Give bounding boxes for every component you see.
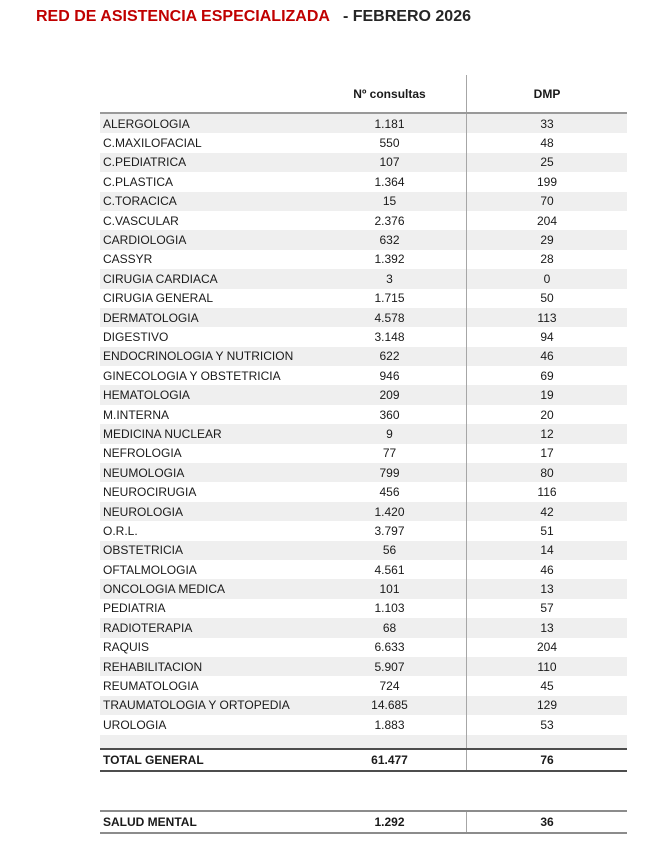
table-row [100, 618, 627, 637]
header-specialty-cell [100, 75, 313, 112]
table-row [100, 502, 627, 521]
table-row [100, 463, 627, 482]
consultas-value: 4.578 [313, 308, 467, 327]
specialty-name: OBSTETRICIA [103, 543, 184, 558]
dmp-value: 20 [540, 407, 554, 422]
consultas-value: 1.364 [313, 172, 467, 191]
dmp-value: 13 [540, 620, 554, 635]
table-row [100, 211, 627, 230]
specialty-name: GINECOLOGIA Y OBSTETRICIA [103, 368, 281, 383]
table-body [100, 114, 627, 735]
dmp-value: 204 [536, 640, 558, 655]
consultas-value: 724 [313, 676, 467, 695]
consultas-value: 2.376 [313, 211, 467, 230]
specialty-name: M.INTERNA [103, 407, 169, 422]
consultas-value: 15 [313, 192, 467, 211]
total-dmp-value: 76 [540, 752, 554, 767]
specialty-name: O.R.L. [103, 523, 138, 538]
consultas-value: 107 [313, 153, 467, 172]
specialty-name: OFTALMOLOGIA [103, 562, 197, 577]
dmp-value: 28 [540, 252, 554, 267]
table-row [100, 541, 627, 560]
specialty-name: C.PEDIATRICA [103, 155, 187, 170]
consultas-value: 360 [313, 405, 467, 424]
table-row [100, 133, 627, 152]
consultas-value: 4.561 [313, 560, 467, 579]
consultas-value: 14.685 [313, 696, 467, 715]
consultas-value: 946 [313, 366, 467, 385]
table-row [100, 385, 627, 404]
dmp-value: 110 [537, 659, 557, 674]
table-row [100, 676, 627, 695]
table-row [100, 269, 627, 288]
dmp-value: 129 [536, 698, 558, 713]
dmp-value: 204 [536, 213, 558, 228]
salud-mental-consultas-value: 1.292 [313, 812, 467, 832]
consultas-value: 5.907 [313, 657, 467, 676]
consultas-value: 68 [313, 618, 467, 637]
table-row [100, 638, 627, 657]
table-row [100, 114, 627, 133]
specialty-name: RADIOTERAPIA [103, 620, 193, 635]
salud-mental-dmp-value: 36 [540, 814, 554, 829]
consultas-value: 209 [313, 385, 467, 404]
specialty-name: NEUROCIRUGIA [103, 485, 197, 500]
dmp-value: 94 [540, 329, 554, 344]
table-row [100, 405, 627, 424]
dmp-value: 199 [536, 174, 558, 189]
table-row [100, 715, 627, 734]
specialty-name: ONCOLOGIA MEDICA [103, 582, 226, 597]
specialty-name: REUMATOLOGIA [103, 679, 199, 694]
table-row [100, 172, 627, 191]
specialty-name: C.TORACICA [103, 194, 177, 209]
specialty-name: TRAUMATOLOGIA Y ORTOPEDIA [103, 698, 290, 713]
dmp-value: 69 [540, 368, 554, 383]
dmp-value: 29 [540, 233, 554, 248]
spacer-cell [467, 735, 627, 748]
spacer-row [100, 735, 627, 748]
consultas-value: 9 [313, 424, 467, 443]
dmp-value: 12 [540, 426, 554, 441]
table-row [100, 424, 627, 443]
total-general-row [100, 748, 627, 772]
specialty-name: C.MAXILOFACIAL [103, 136, 202, 151]
dmp-value: 17 [540, 446, 554, 461]
dmp-value: 50 [540, 291, 554, 306]
dmp-value: 46 [540, 349, 554, 364]
consultas-value: 3 [313, 269, 467, 288]
dmp-value: 46 [540, 562, 554, 577]
dmp-value: 13 [540, 582, 554, 597]
specialty-name: UROLOGIA [103, 717, 167, 732]
salud-mental-row [100, 810, 627, 834]
specialty-name: CIRUGIA GENERAL [103, 291, 214, 306]
specialty-name: CASSYR [103, 252, 153, 267]
table-row [100, 560, 627, 579]
dmp-value: 0 [543, 271, 551, 286]
dmp-value: 14 [540, 543, 554, 558]
consultas-value: 1.103 [313, 599, 467, 618]
specialty-name: PEDIATRIA [103, 601, 166, 616]
table-row [100, 444, 627, 463]
report-title-text: RED DE ASISTENCIA ESPECIALIZADA [36, 8, 330, 25]
consultas-value: 1.420 [313, 502, 467, 521]
table-row [100, 347, 627, 366]
consultas-value: 56 [313, 541, 467, 560]
spacer-cell [313, 735, 467, 748]
consultas-value: 3.148 [313, 327, 467, 346]
consultas-value: 1.883 [313, 715, 467, 734]
dmp-value: 53 [540, 717, 554, 732]
consultas-value: 1.715 [313, 289, 467, 308]
specialty-name: NEUROLOGIA [103, 504, 184, 519]
table-row [100, 250, 627, 269]
consultas-value: 6.633 [313, 638, 467, 657]
specialty-name: ALERGOLOGIA [103, 116, 190, 131]
table-row [100, 192, 627, 211]
dmp-value: 57 [540, 601, 554, 616]
specialty-name: ENDOCRINOLOGIA Y NUTRICION [103, 349, 294, 364]
dmp-value: 48 [540, 136, 554, 151]
dmp-value: 42 [540, 504, 554, 519]
dmp-value: 113 [537, 310, 557, 325]
table-row [100, 230, 627, 249]
consultas-value: 550 [313, 133, 467, 152]
section-gap [100, 772, 627, 810]
specialty-name: REHABILITACION [103, 659, 203, 674]
table-row [100, 579, 627, 598]
table-row [100, 289, 627, 308]
consultas-value: 101 [313, 579, 467, 598]
table-row [100, 308, 627, 327]
salud-mental-label: SALUD MENTAL [103, 814, 197, 829]
specialty-name: DERMATOLOGIA [103, 310, 199, 325]
consultas-value: 456 [313, 482, 467, 501]
table-row [100, 366, 627, 385]
table-row [100, 482, 627, 501]
dmp-value: 70 [540, 194, 554, 209]
table-row [100, 521, 627, 540]
table-header-row [100, 75, 627, 114]
specialties-table [100, 75, 627, 834]
dmp-value: 19 [540, 388, 554, 403]
page-title [36, 8, 471, 26]
specialty-name: CIRUGIA CARDIACA [103, 271, 218, 286]
specialty-name: CARDIOLOGIA [103, 233, 187, 248]
total-label: TOTAL GENERAL [103, 752, 204, 767]
dmp-value: 116 [537, 485, 557, 500]
dmp-value: 51 [540, 523, 554, 538]
specialty-name: MEDICINA NUCLEAR [103, 426, 222, 441]
table-row [100, 153, 627, 172]
consultas-value: 622 [313, 347, 467, 366]
header-dmp: DMP [533, 86, 561, 101]
consultas-value: 799 [313, 463, 467, 482]
dmp-value: 25 [540, 155, 554, 170]
table-row [100, 657, 627, 676]
specialty-name: NEUMOLOGIA [103, 465, 185, 480]
consultas-value: 1.181 [313, 114, 467, 133]
consultas-value: 77 [313, 444, 467, 463]
dmp-value: 45 [540, 679, 554, 694]
specialty-name: C.VASCULAR [103, 213, 179, 228]
specialty-name: RAQUIS [103, 640, 150, 655]
consultas-value: 632 [313, 230, 467, 249]
consultas-value: 3.797 [313, 521, 467, 540]
specialty-name: C.PLASTICA [103, 174, 174, 189]
specialty-name: HEMATOLOGIA [103, 388, 190, 403]
spacer-cell [100, 735, 313, 748]
header-consultas: Nº consultas [313, 75, 467, 112]
total-consultas-value: 61.477 [313, 750, 467, 770]
report-period-text: - FEBRERO 2026 [342, 8, 471, 25]
table-row [100, 696, 627, 715]
specialty-name: DIGESTIVO [103, 329, 169, 344]
table-row [100, 327, 627, 346]
dmp-value: 80 [540, 465, 554, 480]
table-row [100, 599, 627, 618]
specialty-name: NEFROLOGIA [103, 446, 182, 461]
consultas-value: 1.392 [313, 250, 467, 269]
dmp-value: 33 [540, 116, 554, 131]
